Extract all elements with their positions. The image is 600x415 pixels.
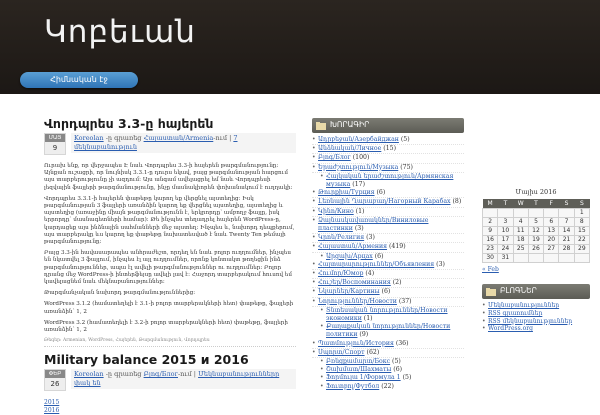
widget-title: ԽՈՐԱԳԻՐ: [330, 120, 370, 129]
calendar-day: 12: [528, 226, 543, 235]
calendar-day: [574, 253, 589, 262]
category-count: (5): [398, 136, 410, 143]
category-count: (3): [364, 234, 375, 242]
calendar-week-row: [483, 235, 590, 244]
category-count: (75): [398, 163, 413, 171]
calendar-caption: Մայիս 2016: [515, 188, 557, 196]
calendar-day: 5: [528, 217, 543, 226]
category-count: (37): [396, 297, 412, 305]
calendar-weekday: S: [559, 199, 574, 208]
calendar-weekday: T: [528, 199, 543, 208]
calendar-day: 16: [483, 235, 498, 244]
category-item: [312, 208, 464, 217]
category-link[interactable]: Կրոն/Религия: [318, 234, 365, 242]
post-date-day: 26: [50, 380, 60, 388]
folder-icon: [486, 287, 496, 296]
category-item: [312, 217, 464, 234]
year-link-2016[interactable]: 2016: [44, 407, 60, 414]
calendar-day: 23: [483, 244, 498, 253]
category-item: [312, 154, 464, 163]
post-paragraph: Ուրախ ենք, որ վերջապես Է նաև Վորդպրես 3.3-ի հայերեն թարգմանությունը: Այնքան ուշացրի, որ նույնիսկ 3.3.1-ը դուրս եկավ, բայց թարգմանության հարցում այս տարբերությունը չի ազդում: Այս անգամ ավելացրել եմ նաև Վորդպրեսի լեզվային ֆայլերի թարգմանությունը, ինչը մասնակիորեն փոխանակում է ուղղակի:: [44, 163, 293, 191]
category-item: [312, 340, 464, 349]
calendar-week-row: [483, 226, 590, 235]
category-count: (5): [390, 358, 401, 366]
year-link-2015[interactable]: 2015: [44, 399, 60, 406]
site-title[interactable]: Կոբեւան: [44, 14, 196, 50]
post-date-month: ՓԵԲ: [45, 370, 65, 378]
category-link[interactable]: Նկարներ/Картины: [318, 288, 380, 296]
link-item: [482, 318, 590, 326]
category-item: [312, 288, 464, 297]
category-link[interactable]: Կինո/Кино: [318, 207, 354, 215]
category-count: (36): [393, 339, 409, 347]
calendar-day: [528, 253, 543, 262]
link-item: [482, 310, 590, 318]
calendar-day: 27: [544, 244, 559, 253]
calendar-body: [483, 208, 590, 262]
widget-header-categories: [312, 118, 464, 133]
category-link[interactable]: Հայաստան/Армения: [318, 243, 388, 251]
calendar-day: 18: [513, 235, 528, 244]
calendar-weekday: S: [574, 199, 589, 208]
meta-suffix: -ում |: [177, 370, 196, 378]
calendar-day: [483, 208, 498, 217]
calendar-day: 7: [559, 217, 574, 226]
calendar-day: 14: [559, 226, 574, 235]
post-date: [44, 133, 66, 155]
calendar-day: 26: [528, 244, 543, 253]
post-paragraph: Վորդպրես 3.3.1-ի հայերեն փաթեթը կարող եք վերցնել այստեղից: Իսկ թարգմանության 3 ֆայլերի առանձին կարող եք վերցնել այստեղից, այստեղից և այստեղից (առաջինը միայն թարգմանությունն է, երկրորդը՝ ամբողջ ֆայլը, իսկ երրորդը՝ մասնագետների համար): Թե ինչպես տեղադրել հայերեն WordPress-ը, կարդացեք այս ինձնային սահմանների մեջ այստեղ: Ինչպես և, նախորդ դեպքերում, այս տարբերակը ևս կարող եք փաթեթը նախատեսված է նաև Twenty Ten թեմայի թարգմանությունը:: [44, 195, 295, 246]
blog-link[interactable]: RSS գրառումներ: [488, 309, 543, 317]
category-item: [312, 164, 464, 173]
calendar-day: 10: [498, 226, 513, 235]
widget-header-links: [482, 284, 590, 299]
blog-link[interactable]: Մեկնաբանություններ: [488, 302, 560, 309]
category-link[interactable]: Տնտեսական նորություններ/Новости экономики: [326, 306, 448, 323]
category-count: (8): [450, 198, 462, 206]
category-count: (6): [374, 189, 386, 197]
category-count: (5): [400, 374, 412, 382]
category-count: (4): [363, 270, 375, 278]
category-item: [312, 358, 464, 366]
category-count: (2): [390, 279, 402, 287]
category-count: (15): [381, 145, 396, 153]
category-count: (3): [434, 260, 445, 268]
post: [44, 116, 296, 347]
post-paragraph: Բայց 3.3-ին հավասարապես անհրաժեշտ, որդեղ են նաև բոլոր ուղղումներ, ինչպես են նկատվել 3 ֆայլում, ինչպես էլ այլ ուղղումներ, որոնք կոնտակտ թողեցին ինձ թարգմանություններ, ապա էլ ավելի թարգմանություններ ու ուղղումներ: Բոլոր դրանց մեջ WordPress-ի ինտերֆեյսը ավելի լավ է: Հաջորդ տարբերակում հուսով եմ կավելացնեմ նաև մեկնաբանություններ:: [44, 250, 292, 286]
post-meta-row: [44, 133, 296, 159]
post-date-month: ՄԱՅ: [45, 134, 65, 142]
widget-title: ԲԼՈԳՆԵՐ: [500, 286, 537, 295]
category-list: [312, 136, 464, 391]
calendar-day: 22: [574, 235, 589, 244]
calendar-day: 1: [574, 208, 589, 217]
calendar-day: 11: [513, 226, 528, 235]
category-link[interactable]: Ձայնասկավառակներ/Виниловые пластинки: [318, 216, 429, 233]
category-item: [312, 189, 464, 198]
category-link[interactable]: Սպորտ/Спорт: [318, 348, 365, 356]
post-paragraph: WordPress 3.1.2 (համատեղելի է 3.1-ի բոլոր տարբերակների հետ) փաթեթը, ֆայլերի առանձին՝ 1, 2: [44, 301, 294, 315]
calendar-weekday: F: [544, 199, 559, 208]
post-meta: [71, 369, 296, 389]
calendar-day: [498, 208, 513, 217]
category-item: [312, 366, 464, 374]
calendar-day: 24: [498, 244, 513, 253]
calendar-day: 19: [528, 235, 543, 244]
category-link[interactable]: Երաժշտություն/Музыка: [318, 163, 399, 171]
calendar-day: 3: [498, 217, 513, 226]
meta-suffix: -ում |: [213, 134, 232, 142]
calendar-day: [559, 253, 574, 262]
calendar-table: [482, 199, 590, 263]
category-item: [312, 243, 464, 252]
calendar-week-row: [483, 253, 590, 262]
folder-icon: [316, 121, 326, 130]
category-link[interactable]: Լեռնային Ղարաբաղ/Нагорный Карабах: [318, 198, 451, 206]
calendar-weekday: W: [513, 199, 528, 208]
sidebar-categories: [312, 118, 464, 391]
category-link[interactable]: Ֆուտբոլ/Футбол: [326, 382, 380, 390]
category-item: [312, 383, 464, 391]
link-item: [482, 302, 590, 310]
calendar-day: [544, 208, 559, 217]
calendar-day: 8: [574, 217, 589, 226]
calendar-day: [559, 208, 574, 217]
category-link[interactable]: Թուրքիա/Турция: [318, 189, 375, 197]
blog-link[interactable]: RSS մեկնաբանություններ: [488, 317, 573, 325]
category-link[interactable]: Բլոգ/Блог: [318, 154, 351, 162]
calendar-weekday: T: [498, 199, 513, 208]
post-title[interactable]: Վորդպրես 3.3-ը հայերեն: [44, 116, 214, 131]
category-count: (1): [353, 207, 365, 215]
post-tags: Թեգեր: Armenian, WordPress, Հայերեն, Թարգմանություն, Վորդպրես: [44, 338, 210, 344]
category-item: [312, 349, 464, 358]
links-list: [482, 302, 590, 333]
category-item: [312, 323, 464, 339]
category-count: (62): [364, 348, 380, 356]
category-link[interactable]: Պատմություն/История: [318, 339, 394, 347]
calendar-day: 31: [498, 253, 513, 262]
calendar-day: [528, 208, 543, 217]
category-link[interactable]: Բռնցքամարտ/Бокс: [326, 358, 391, 366]
calendar-day: 15: [574, 226, 589, 235]
calendar-day: [544, 253, 559, 262]
post-date-day: 9: [52, 144, 58, 152]
calendar-weekday: M: [483, 199, 498, 208]
category-link[interactable]: Անձնական/Личное: [318, 145, 382, 153]
category-count: (17): [350, 181, 365, 189]
category-count: (22): [379, 382, 394, 390]
calendar-prev-link[interactable]: « Feb: [482, 265, 499, 273]
category-item: [312, 136, 464, 145]
post: [44, 352, 296, 415]
category-count: (1): [361, 315, 373, 323]
calendar-day: 9: [483, 226, 498, 235]
post-meta-row: [44, 369, 296, 395]
author-link[interactable]: Koreolan: [74, 370, 104, 378]
category-item: [312, 145, 464, 154]
category-item: [312, 279, 464, 288]
category-link[interactable]: Նորություններ/Новости: [318, 297, 397, 305]
post-paragraph: Թարգմանչական նախորդ թարգմանություններից:: [44, 290, 196, 297]
nav-tab-home[interactable]: Հիմնական էջ: [20, 72, 138, 88]
post-body: [44, 163, 296, 334]
category-link[interactable]: Հումոր/Юмор: [318, 270, 364, 278]
category-link[interactable]: Արցախ/Арцах: [326, 252, 373, 260]
category-link[interactable]: Հայտարարություններ/Объявления: [318, 260, 435, 268]
post-body: [44, 399, 296, 415]
category-link[interactable]: Շախմատ/Шахматы: [326, 366, 392, 374]
comments-link[interactable]: 7 մեկնաբանություն: [74, 134, 238, 151]
category-item: [312, 298, 464, 307]
post-date: [44, 369, 66, 391]
calendar-week-row: [483, 244, 590, 253]
category-count: (6): [379, 288, 391, 296]
calendar-widget: [482, 188, 590, 273]
calendar-day: 4: [513, 217, 528, 226]
category-link[interactable]: Բլոգ/Блог: [143, 370, 178, 378]
category-item: [312, 198, 464, 207]
blog-link[interactable]: WordPress.org: [488, 325, 533, 333]
calendar-header-row: [483, 199, 590, 208]
calendar-day: 6: [544, 217, 559, 226]
category-link[interactable]: Հայաստան/Armenia: [143, 134, 214, 142]
calendar-day: 20: [544, 235, 559, 244]
category-item: [312, 307, 464, 323]
calendar-week-row: [483, 208, 590, 217]
category-item: [312, 253, 464, 261]
category-item: [312, 270, 464, 279]
calendar-week-row: [483, 217, 590, 226]
category-link[interactable]: Ադրբեջան/Азербайджан: [318, 136, 399, 143]
category-count: (6): [391, 366, 403, 374]
calendar-day: 21: [559, 235, 574, 244]
category-link[interactable]: Հուշեր/Воспоминания: [318, 279, 391, 287]
category-item: [312, 234, 464, 243]
category-link[interactable]: Ֆորմուլա 1/Формула 1: [326, 374, 401, 382]
meta-wrote-text: -ը գրառեց: [105, 370, 142, 378]
category-item: [312, 261, 464, 270]
meta-wrote-text: -ը գրառեց: [105, 134, 142, 142]
category-count: (6): [372, 252, 384, 260]
category-link[interactable]: Հայկական երաժշտություն/Армянская музыка: [326, 172, 454, 189]
category-item: [312, 173, 464, 189]
post-divider: [44, 346, 296, 347]
main-content: [0, 94, 306, 414]
calendar-day: 29: [574, 244, 589, 253]
calendar-day: 25: [513, 244, 528, 253]
calendar-day: 30: [483, 253, 498, 262]
calendar-day: [513, 253, 528, 262]
calendar-day: 28: [559, 244, 574, 253]
category-count: (3): [352, 225, 364, 233]
post-title[interactable]: Military balance 2015 и 2016: [44, 352, 249, 367]
category-count: (100): [350, 154, 370, 162]
category-item: [312, 374, 464, 382]
category-count: (9): [357, 331, 369, 339]
comments-link[interactable]: Մեկնաբանությունները փակ են: [74, 370, 280, 387]
links-widget: [482, 284, 590, 333]
calendar-day: 17: [498, 235, 513, 244]
post-paragraph: WordPress 3.2 (համատեղելի է 3.2-ի բոլոր տարբերակների հետ) փաթեթը, ֆայլերի առանձին՝ 1, 2: [44, 319, 288, 334]
category-count: (419): [387, 243, 406, 251]
category-link[interactable]: Քաղաքական նորություններ/Новости политики: [326, 323, 451, 339]
calendar-nav: [482, 266, 590, 273]
link-item: [482, 325, 590, 333]
post-meta: [71, 133, 296, 153]
calendar-day: 13: [544, 226, 559, 235]
calendar-day: 2: [483, 217, 498, 226]
author-link[interactable]: Koreolan: [74, 134, 104, 142]
site-header: [0, 0, 600, 94]
calendar-day: [513, 208, 528, 217]
